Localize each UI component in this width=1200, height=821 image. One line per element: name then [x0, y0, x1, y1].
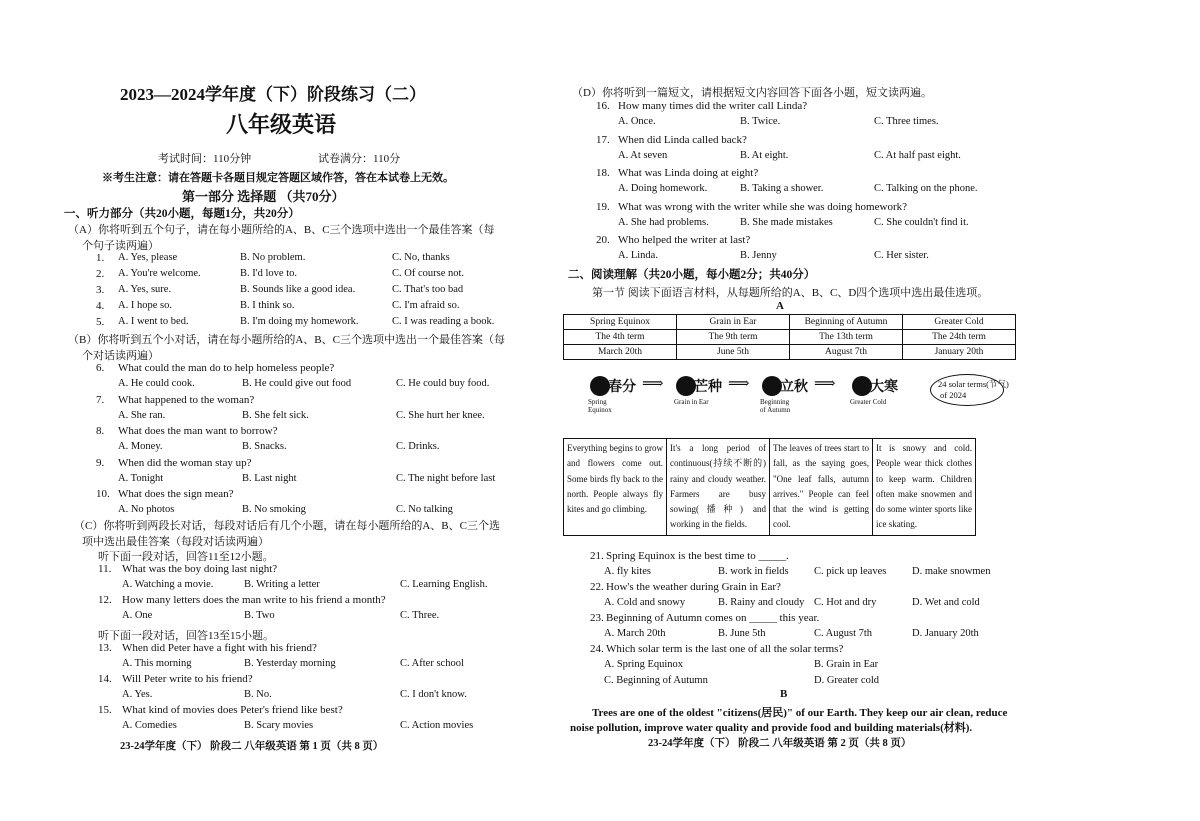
option-b: B. Scary movies	[244, 720, 314, 731]
option-a: A. He could cook.	[118, 378, 195, 389]
description-row	[564, 439, 976, 536]
option-c: C. The night before last	[396, 472, 496, 484]
question-text: How many times did the writer call Linda?	[618, 100, 808, 112]
term-date-row	[564, 345, 1016, 360]
icon-chinese-name: 春分	[608, 379, 636, 395]
question-number: 14.	[98, 673, 112, 685]
section-b-instruction: （B）你将听到五个小对话，请在每小题所给的A、B、C三个选项中选出一个最佳答案（每	[68, 334, 505, 346]
question-text: What does the man want to borrow?	[118, 425, 278, 437]
question-number: 7.	[96, 393, 105, 406]
icon-english-name-2: of Autumn	[760, 406, 791, 414]
option-b: B. Taking a shower.	[740, 183, 824, 194]
term-name: Beginning of Autumn	[790, 315, 903, 330]
reading-instruction: 第一节 阅读下面语言材料，从每题所给的A、B、C、D四个选项中选出最佳选项。	[592, 287, 989, 299]
question-number: 12.	[98, 594, 112, 606]
option-a: A. One	[122, 610, 153, 621]
term-order: The 4th term	[564, 330, 677, 345]
question-number: 17.	[596, 133, 610, 146]
option-b: B. Snacks.	[242, 441, 287, 452]
question-number: 2.	[96, 268, 105, 280]
option-a: A. She ran.	[118, 409, 166, 421]
option-b: B. No problem.	[240, 252, 306, 263]
term-date: March 20th	[564, 345, 677, 360]
icon-chinese-name: 立秋	[780, 379, 808, 395]
icon-english-name: Spring	[588, 398, 607, 406]
solar-term-icon	[762, 376, 782, 396]
icon-english-name-2: Equinox	[588, 406, 612, 414]
option-b: B. June 5th	[718, 628, 766, 639]
question-number: 20.	[596, 234, 610, 246]
option-b: B. At eight.	[740, 149, 789, 161]
option-c: C. Talking on the phone.	[874, 183, 978, 194]
ellipse-text-2: of 2024	[940, 390, 967, 400]
option-a: A. Yes, please	[118, 252, 178, 263]
option-a: A. Comedies	[122, 720, 177, 731]
option-a: A. I hope so.	[118, 300, 172, 311]
option-c: C. pick up leaves	[814, 566, 887, 577]
option-b: B. Rainy and cloudy	[718, 597, 805, 608]
option-b: B. work in fields	[718, 566, 789, 577]
term-date: June 5th	[677, 345, 790, 360]
conversation-1-instruction: 听下面一段对话，回答11至12小题。	[98, 551, 274, 563]
option-a: A. At seven	[618, 149, 668, 161]
icon-english-name: Beginning	[760, 398, 790, 406]
option-a: A. Cold and snowy	[604, 597, 686, 608]
exam-title: 2023—2024学年度（下）阶段练习（二）	[120, 85, 426, 104]
option-c: C. Her sister.	[874, 250, 929, 261]
question-text: Will Peter write to his friend?	[122, 673, 253, 685]
question-text: What was wrong with the writer while she was doing homework?	[618, 200, 907, 213]
option-a: A. No photos	[118, 504, 175, 515]
question-text: What kind of movies does Peter's friend like best?	[122, 704, 343, 716]
question-text: When did Peter have a fight with his friend?	[122, 642, 317, 654]
term-name: Grain in Ear	[677, 315, 790, 330]
option-b: B. Jenny	[740, 250, 777, 261]
page-2-footer: 23-24学年度（下） 阶段二 八年级英语 第 2 页（共 8 页）	[648, 738, 912, 749]
question-number: 10.	[96, 488, 110, 500]
reading-section-title: 二、阅读理解（共20小题，每小题2分；共40分）	[568, 269, 816, 281]
option-a: A. You're welcome.	[118, 268, 201, 279]
option-b: B. Last night	[242, 472, 297, 484]
term-date: January 20th	[903, 345, 1016, 360]
option-c: C. Of course not.	[392, 268, 465, 279]
section-b-instruction-2: 个对话读两遍）	[82, 350, 159, 362]
option-a: A. Watching a movie.	[122, 579, 214, 590]
option-b: B. She made mistakes	[740, 216, 833, 228]
section-a-instruction: （A）你将听到五个句子，请在每小题所给的A、B、C三个选项中选出一个最佳答案（每	[68, 224, 495, 236]
question-text: What was the boy doing last night?	[122, 563, 278, 575]
solar-terms-description-table	[563, 438, 976, 536]
option-c: C. Learning English.	[400, 579, 488, 590]
question-number: 24.	[590, 643, 604, 655]
term-description: Everything begins to grow and flowers come out. Some birds fly back to the north. People always fly kites and go climbing.	[564, 439, 667, 536]
option-c: C. Three times.	[874, 116, 939, 127]
solar-term-icon	[590, 376, 610, 396]
question-number: 4.	[96, 300, 105, 312]
option-a: A. Tonight	[118, 472, 164, 484]
option-d: D. make snowmen	[912, 566, 991, 577]
option-a: A. fly kites	[604, 566, 651, 577]
question-text: Spring Equinox is the best time to _____.	[606, 550, 789, 562]
page-1-footer: 23-24学年度（下） 阶段二 八年级英语 第 1 页（共 8 页）	[120, 741, 384, 752]
term-description: It's a long period of continuous(持续不断的) rainy and cloudy weather. Farmers are busy sowing(播种) and working in the fields.	[667, 439, 770, 536]
option-a: A. Linda.	[618, 250, 658, 261]
passage-a-label: A	[776, 300, 784, 312]
option-a: A. Money.	[118, 441, 163, 452]
question-text: How's the weather during Grain in Ear?	[606, 581, 781, 593]
term-name: Spring Equinox	[564, 315, 677, 330]
exam-score: 试卷满分：110分	[318, 153, 401, 165]
option-b: B. Sounds like a good idea.	[240, 284, 356, 295]
arrow-icon: ⟹	[642, 376, 664, 392]
option-d: D. Wet and cold	[912, 597, 980, 608]
question-number: 6.	[96, 362, 105, 374]
question-text: What happened to the woman?	[118, 393, 255, 406]
question-number: 21.	[590, 550, 604, 562]
option-c: C. No talking	[396, 504, 453, 515]
option-c: C. I don't know.	[400, 689, 467, 700]
option-c: C. No, thanks	[392, 252, 450, 263]
option-c: C. She couldn't find it.	[874, 216, 969, 228]
option-c: C. Hot and dry	[814, 597, 877, 608]
question-number: 11.	[98, 563, 112, 575]
option-a: A. She had problems.	[618, 216, 709, 228]
option-d: D. January 20th	[912, 628, 979, 639]
section-c-instruction-2: 项中选出最佳答案（每段对话读两遍）	[82, 536, 269, 548]
question-number: 1.	[96, 252, 105, 264]
option-b: B. She felt sick.	[242, 409, 309, 421]
option-d: D. Greater cold	[814, 675, 880, 686]
option-b: B. No smoking	[242, 504, 306, 515]
question-number: 13.	[98, 642, 112, 654]
option-b: B. Yesterday morning	[244, 658, 336, 669]
term-order: The 9th term	[677, 330, 790, 345]
question-number: 15.	[98, 704, 112, 716]
option-a: A. This morning	[122, 658, 192, 669]
question-number: 18.	[596, 167, 610, 179]
option-a: A. Yes.	[122, 689, 153, 700]
term-description: It is snowy and cold. People wear thick clothes to keep warm. Children often make snowmen and do some winter sports like ice skating.	[873, 439, 976, 536]
option-c: C. That's too bad	[392, 284, 464, 295]
option-c: C. Three.	[400, 610, 440, 621]
icon-english-name: Grain in Ear	[674, 398, 709, 406]
exam-time: 考试时间：110分钟	[158, 153, 252, 165]
question-text: What does the sign mean?	[118, 488, 234, 500]
solar-term-icon	[852, 376, 872, 396]
question-text: Which solar term is the last one of all the solar terms?	[606, 643, 844, 655]
question-number: 16.	[596, 100, 610, 112]
passage-b-line-1: Trees are one of the oldest "citizens(居民)" of our Earth. They keep our air clean, reduce	[592, 707, 1008, 719]
term-name-row	[564, 315, 1016, 330]
question-number: 23.	[590, 612, 604, 624]
option-c: C. I'm afraid so.	[392, 300, 460, 311]
section-c-instruction: （C）你将听到两段长对话，每段对话后有几个小题，请在每小题所给的A、B、C三个选	[74, 520, 500, 532]
option-c: C. August 7th	[814, 628, 873, 639]
option-c: C. Drinks.	[396, 441, 440, 452]
option-c: C. At half past eight.	[874, 149, 961, 161]
option-b: B. Twice.	[740, 116, 781, 127]
option-a: A. Doing homework.	[618, 183, 708, 194]
passage-b-line-2: noise pollution, improve water quality and provide food and building materials(材料).	[570, 722, 973, 734]
solar-terms-table	[563, 314, 1016, 360]
option-c: C. Beginning of Autumn	[604, 675, 708, 686]
option-a: A. Yes, sure.	[118, 284, 172, 295]
listening-section-title: 一、听力部分（共20小题，每题1分，共20分）	[64, 208, 300, 220]
question-text: How many letters does the man write to his friend a month?	[122, 594, 386, 606]
question-text: What could the man do to help homeless people?	[118, 362, 335, 374]
option-b: B. Two	[244, 610, 275, 621]
question-number: 19.	[596, 200, 610, 213]
question-number: 8.	[96, 425, 105, 437]
term-order-row	[564, 330, 1016, 345]
question-text: When did the woman stay up?	[118, 456, 252, 469]
question-number: 22.	[590, 581, 604, 593]
question-number: 5.	[96, 316, 105, 328]
option-c: C. He could buy food.	[396, 378, 490, 389]
term-date: August 7th	[790, 345, 903, 360]
part-one-title: 第一部分 选择题 （共70分）	[182, 189, 345, 204]
arrow-icon: ⟹	[728, 376, 750, 392]
option-c: C. I was reading a book.	[392, 316, 495, 327]
question-text: Beginning of Autumn comes on _____ this year.	[606, 612, 820, 624]
question-text: What was Linda doing at eight?	[618, 167, 759, 179]
option-b: B. No.	[244, 689, 272, 700]
option-b: B. I'm doing my homework.	[240, 316, 359, 327]
option-b: B. I think so.	[240, 300, 295, 311]
term-description: The leaves of trees start to fall, as the saying goes, "One leaf falls, autumn arrives." People can feel that the wind is getting cool.	[770, 439, 873, 536]
option-a: A. Once.	[618, 116, 656, 127]
exam-notice: ※考生注意：请在答题卡各题目规定答题区域作答，答在本试卷上无效。	[102, 172, 454, 184]
section-d-instruction: （D）你将听到一篇短文，请根据短文内容回答下面各小题，短文读两遍。	[572, 87, 932, 99]
question-text: When did Linda called back?	[618, 133, 747, 146]
option-b: B. Grain in Ear	[814, 659, 879, 670]
option-b: B. I'd love to.	[240, 268, 298, 279]
option-b: B. Writing a letter	[244, 579, 320, 590]
conversation-2-instruction: 听下面一段对话，回答13至15小题。	[98, 630, 274, 642]
option-a: A. Spring Equinox	[604, 659, 684, 670]
option-c: C. After school	[400, 658, 464, 669]
option-a: A. I went to bed.	[118, 316, 189, 327]
term-order: The 24th term	[903, 330, 1016, 345]
option-c: C. She hurt her knee.	[396, 409, 485, 421]
term-order: The 13th term	[790, 330, 903, 345]
ellipse-text-1: 24 solar terms(节气)	[938, 379, 1009, 389]
question-number: 9.	[96, 456, 105, 469]
subject-title: 八年级英语	[226, 113, 337, 138]
option-a: A. March 20th	[604, 628, 666, 639]
icon-english-name: Greater Cold	[850, 398, 887, 406]
question-text: Who helped the writer at last?	[618, 234, 751, 246]
icon-chinese-name: 大寒	[870, 379, 898, 395]
option-c: C. Action movies	[400, 720, 474, 731]
term-name: Greater Cold	[903, 315, 1016, 330]
solar-term-icon	[676, 376, 696, 396]
option-b: B. He could give out food	[242, 378, 352, 389]
section-a-instruction-2: 个句子读两遍）	[82, 240, 159, 252]
question-number: 3.	[96, 284, 105, 296]
arrow-icon: ⟹	[814, 376, 836, 392]
icon-chinese-name: 芒种	[694, 379, 722, 395]
passage-b-label: B	[780, 688, 788, 700]
